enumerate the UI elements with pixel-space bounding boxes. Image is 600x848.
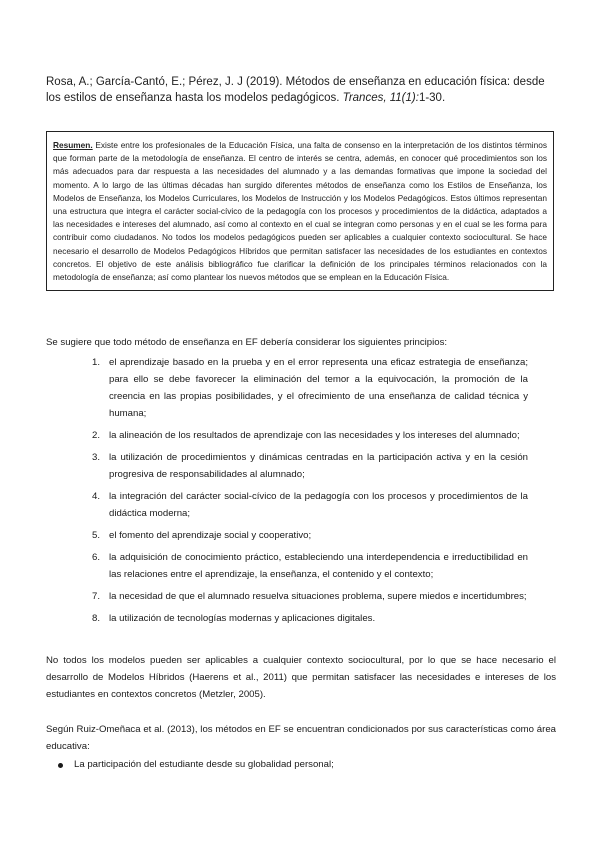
characteristics-list — [58, 758, 548, 772]
principle-number: 8. — [92, 613, 101, 624]
abstract-box — [46, 131, 554, 291]
abstract-label: Resumen. — [53, 140, 93, 150]
principle-number: 7. — [92, 591, 101, 602]
principle-item — [92, 610, 528, 627]
principle-number: 5. — [92, 530, 101, 541]
citation-text: Rosa, A.; García-Cantó, E.; Pérez, J. J (2019). Métodos de enseñanza en educación física: desde los estilos de enseñanza hasta los modelos pedagógicos. — [46, 76, 545, 104]
principle-text: el aprendizaje basado en la prueba y en el error representa una eficaz estrategia de enseñanza; para ello se debe favorecer la eliminación del temor a la equivocación, la promoción de la creencia en las propias posibilidades, y el ofrecimiento de una enseñanza de calidad técnica y humana; — [109, 357, 528, 419]
principle-number: 1. — [92, 357, 101, 368]
principle-item — [92, 588, 528, 605]
principle-number: 3. — [92, 452, 101, 463]
principle-item — [92, 527, 528, 544]
principle-text: la adquisición de conocimiento práctico, estableciendo una interdependencia e irreductibilidad en las relaciones entre el aprendizaje, la enseñanza, el contenido y el contexto; — [109, 552, 528, 580]
principle-item — [92, 354, 528, 422]
principle-text: la alineación de los resultados de aprendizaje con las necesidades y los intereses del alumnado; — [109, 430, 520, 441]
principle-text: la utilización de procedimientos y dinámicas centradas en la participación activa y en la cesión progresiva de responsabilidades al alumnado; — [109, 452, 528, 480]
principle-item — [92, 549, 528, 583]
principle-text: el fomento del aprendizaje social y cooperativo; — [109, 530, 312, 541]
bullet-item — [58, 758, 548, 772]
ruiz-omenaca-paragraph: Según Ruiz-Omeñaca et al. (2013), los métodos en EF se encuentran condicionados por sus características como área educativa: — [46, 724, 556, 752]
principle-item — [92, 427, 528, 444]
hybrid-models-paragraph: No todos los modelos pueden ser aplicables a cualquier contexto sociocultural, por lo que se hace necesario el desarrollo de Modelos Híbridos (Haerens et al., 2011) que permitan satisfacer las necesidades e intereses de los estudiantes en contextos concretos (Metzler, 2005). — [46, 655, 556, 700]
citation-pages: 1-30. — [418, 92, 446, 104]
principles-list — [92, 354, 528, 632]
principle-item — [92, 449, 528, 483]
principle-number: 2. — [92, 430, 101, 441]
principle-text: la necesidad de que el alumnado resuelva situaciones problema, supere miedos e incertidumbres; — [109, 591, 527, 602]
abstract-text: Existe entre los profesionales de la Educación Física, una falta de consenso en la interpretación de los distintos términos que forman parte de la metodología de enseñanza. El centro de interés se centra, además, en conocer qué procedimientos son los más adecuados para dar respuesta a las necesidades del alumnado y a las demandas formativas que impone la sociedad del momento. A lo largo de las últimas décadas han surgido diferentes métodos de enseñanza como los Estilos de Enseñanza, los Modelos de Enseñanza, los Modelos Curriculares, los Modelos de Instrucción y los Modelos Pedagógicos. Estos últimos representan una estructura que integra el carácter social-cívico de la pedagogía con los procesos y procedimientos de la didáctica, adaptados a las necesidades e intereses del alumnado, así como al contexto en el cual se integran como personas y en el cual se les forma para contribuir como ciudadanos. No todos los modelos pedagógicos pueden ser aplicables a cualquier contexto sociocultural. Se hace necesario el desarrollo de Modelos Pedagógicos Híbridos que permitan satisfacer las necesidades de los estudiantes en contextos concretos. El objetivo de este análisis bibliográfico fue clarificar la definición de los principales términos relacionados con la metodología de enseñanza; así como plantear los nuevos métodos que se emplean en la Educación Física. — [53, 140, 547, 283]
principles-intro: Se sugiere que todo método de enseñanza en EF debería considerar los siguientes principios: — [46, 337, 448, 348]
principle-text: la integración del carácter social-cívico de la pedagogía con los procesos y procedimientos de la didáctica moderna; — [109, 491, 528, 519]
principle-item — [92, 488, 528, 522]
citation-journal: Trances, 11(1): — [342, 92, 419, 104]
bullet-text: La participación del estudiante desde su globalidad personal; — [74, 759, 334, 770]
bullet-dot-icon — [58, 763, 63, 768]
principle-text: la utilización de tecnologías modernas y aplicaciones digitales. — [109, 613, 376, 624]
principle-number: 4. — [92, 491, 101, 502]
principle-number: 6. — [92, 552, 101, 563]
citation — [46, 74, 556, 106]
